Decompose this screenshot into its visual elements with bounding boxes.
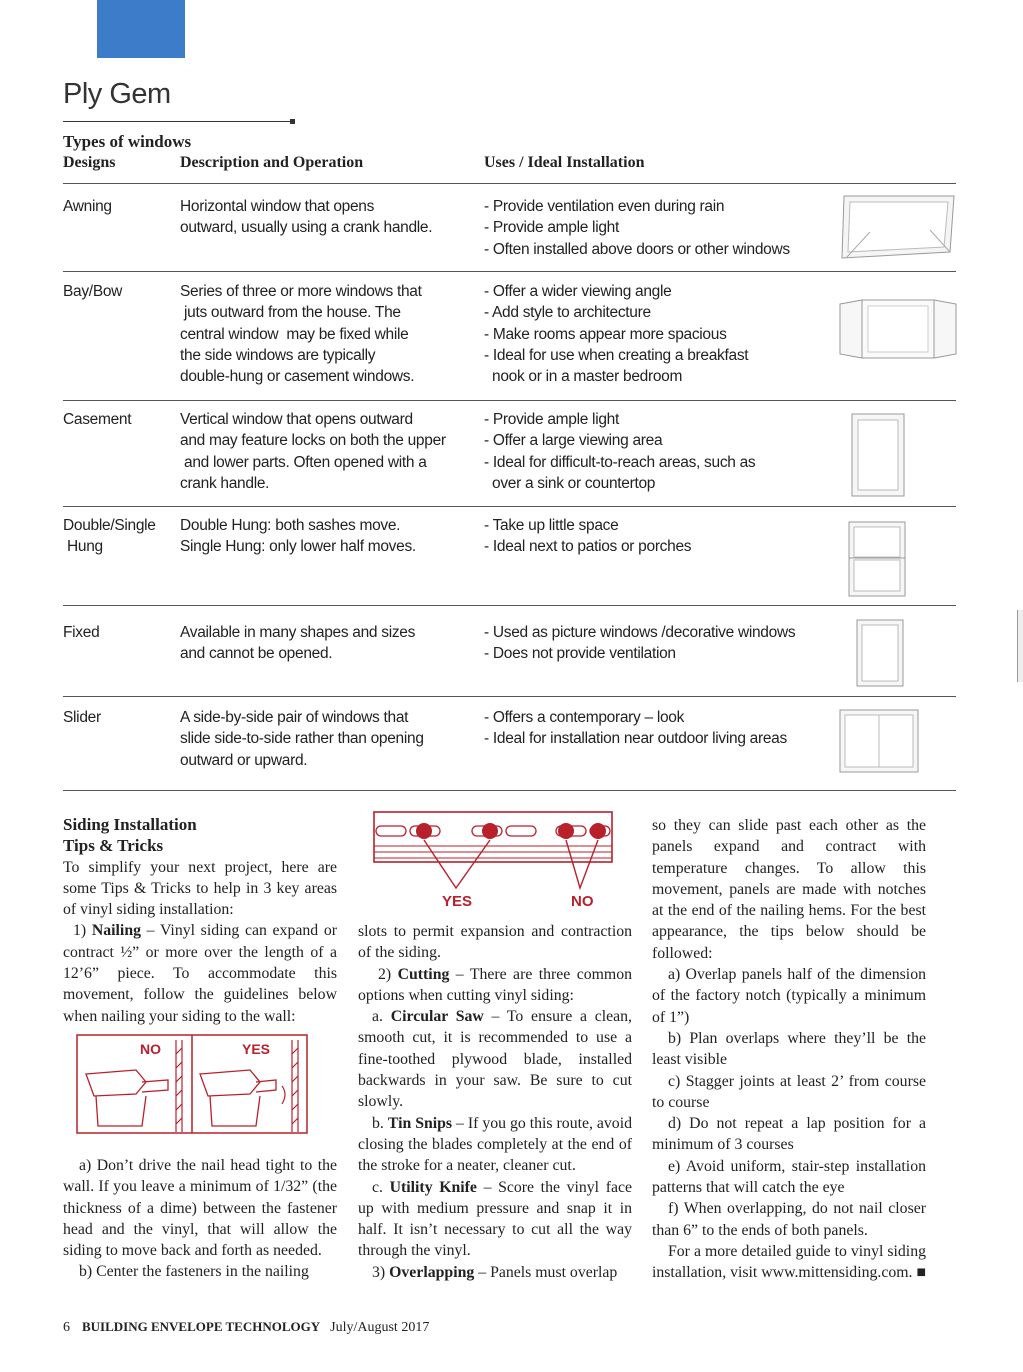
table-cell-line: Bay/Bow bbox=[63, 283, 123, 300]
table-cell-line: A side-by-side pair of windows that bbox=[180, 709, 409, 726]
slider-window-icon bbox=[838, 708, 920, 774]
table-cell-design bbox=[63, 196, 112, 217]
header-color-block bbox=[97, 0, 185, 58]
brand-title: Ply Gem bbox=[63, 78, 171, 110]
table-cell-design bbox=[63, 409, 131, 430]
issue-date: July/August 2017 bbox=[330, 1320, 430, 1335]
table-cell-line: - Offer a wider viewing angle bbox=[484, 283, 672, 300]
table-cell-design bbox=[63, 622, 99, 643]
header-uses: Uses / Ideal Installation bbox=[484, 154, 645, 171]
table-cell-line: Hung bbox=[63, 538, 103, 556]
closing-paragraph: For a more detailed guide to vinyl siding installation, visit www.mittensiding.com. ■ bbox=[652, 1242, 926, 1282]
page-footer bbox=[63, 1319, 429, 1336]
table-cell-line: central window may be fixed while bbox=[180, 325, 409, 343]
table-cell-uses bbox=[484, 707, 787, 750]
cutting-tip-a: a. Circular Saw – To ensure a clean, smooth cut, it is recommended to use a fine-toothed plywood blade, installed backwards in your saw. Be sure to cut slowly. bbox=[358, 1008, 632, 1111]
header-rule bbox=[63, 183, 956, 184]
awning-window-icon bbox=[840, 192, 958, 262]
nailing-diagram-no-label: NO bbox=[140, 1041, 161, 1057]
table-cell-line: Vertical window that opens outward bbox=[180, 411, 413, 428]
table-cell-line: Double Hung: both sashes move. bbox=[180, 517, 401, 534]
table-cell-uses bbox=[484, 409, 755, 494]
table-cell-design bbox=[63, 707, 101, 728]
nailing-slot-diagram bbox=[372, 810, 614, 912]
table-cell-line: - Add style to architecture bbox=[484, 304, 651, 322]
table-cell-line: and cannot be opened. bbox=[180, 645, 333, 663]
table-cell-line: juts outward from the house. The bbox=[180, 304, 401, 322]
table-cell-line: and lower parts. Often opened with a bbox=[180, 453, 427, 471]
table-cell-line: Double/Single bbox=[63, 517, 156, 534]
table-cell-line: - Offers a contemporary – look bbox=[484, 709, 685, 726]
fixed-window-icon bbox=[855, 618, 905, 688]
table-cell-line: Slider bbox=[63, 709, 101, 726]
nailing-paragraph: 1) Nailing – Vinyl siding can expand or contract ½” or more over the length of a 12’6” piece. To accommodate this movement, follow the guidelines below when nailing your siding to the wall: bbox=[63, 922, 337, 1025]
table-cell-line: - Make rooms appear more spacious bbox=[484, 325, 727, 343]
table-cell-line: - Offer a large viewing area bbox=[484, 432, 663, 450]
table-cell-design bbox=[63, 515, 156, 558]
table-row-divider bbox=[63, 790, 956, 791]
overlap-tip-e: e) Avoid uniform, stair-step installation patterns that will catch the eye bbox=[652, 1157, 926, 1197]
table-cell-line: - Ideal next to patios or porches bbox=[484, 538, 692, 556]
article-intro: To simplify your next project, here are some Tips & Tricks to help in 3 key areas of vinyl siding installation: bbox=[63, 858, 337, 919]
table-title: Types of windows bbox=[63, 132, 192, 151]
table-cell-line: - Does not provide ventilation bbox=[484, 645, 676, 663]
table-cell-line: - Take up little space bbox=[484, 517, 619, 534]
slot-diagram-no-label: NO bbox=[571, 893, 594, 910]
publication-name: BUILDING ENVELOPE TECHNOLOGY bbox=[82, 1319, 321, 1334]
table-cell-line: - Ideal for difficult-to-reach areas, such as bbox=[484, 453, 756, 471]
nailing-tip-a: a) Don’t drive the nail head tight to the wall. If you leave a minimum of 1/32” (the thickness of a dime) between the fastener head and the vinyl, that will allow the siding to move back and forth as needed. bbox=[63, 1157, 337, 1260]
table-row-divider bbox=[63, 605, 956, 606]
table-cell-line: Series of three or more windows that bbox=[180, 283, 422, 300]
table-cell-desc bbox=[180, 281, 422, 387]
table-cell-uses bbox=[484, 281, 748, 387]
table-cell-line: - Provide ample light bbox=[484, 219, 619, 237]
article-column-3 bbox=[652, 815, 926, 1284]
table-cell-line: - Used as picture windows /decorative windows bbox=[484, 624, 796, 641]
table-cell-uses bbox=[484, 515, 691, 558]
article-column-2 bbox=[358, 921, 632, 1283]
table-cell-line: over a sink or countertop bbox=[484, 474, 656, 492]
overlap-tip-b: b) Plan overlaps where they’ll be the least visible bbox=[652, 1029, 926, 1069]
table-cell-line: - Ideal for installation near outdoor living areas bbox=[484, 730, 787, 748]
header-description: Description and Operation bbox=[180, 154, 364, 171]
table-row-divider bbox=[63, 696, 956, 697]
table-cell-line: slide side-to-side rather than opening bbox=[180, 730, 424, 748]
table-cell-line: outward or upward. bbox=[180, 751, 308, 769]
table-cell-desc bbox=[180, 622, 415, 665]
fastener-centered-2 bbox=[482, 823, 498, 839]
table-cell-line: nook or in a master bedroom bbox=[484, 368, 683, 386]
overlap-tip-c: c) Stagger joints at least 2’ from course to course bbox=[652, 1072, 926, 1111]
table-cell-line: Horizontal window that opens bbox=[180, 198, 375, 215]
table-cell-line: - Often installed above doors or other windows bbox=[484, 240, 790, 258]
cutting-tip-c: c. Utility Knife – Score the vinyl face up with medium pressure and snap it in half. It isn’t necessary to cut all the way through the vinyl. bbox=[358, 1178, 632, 1260]
nailing-tip-b: b) Center the fasteners in the nailing bbox=[79, 1263, 309, 1281]
overlap-tip-a: a) Overlap panels half of the dimension of the factory notch (typically a minimum of 1”) bbox=[652, 966, 926, 1026]
header-designs: Designs bbox=[63, 154, 116, 171]
cutting-tip-b: b. Tin Snips – If you go this route, avoid closing the blades completely at the end of the stroke for a neater, cleaner cut. bbox=[358, 1114, 632, 1175]
fastener-centered-1 bbox=[416, 823, 432, 839]
nailing-tip-b-continued: slots to permit expansion and contraction of the siding. bbox=[358, 923, 632, 962]
table-cell-desc bbox=[180, 707, 424, 771]
table-cell-uses bbox=[484, 196, 790, 260]
slot-diagram-yes-label: YES bbox=[442, 893, 473, 910]
overlapping-continued: so they can slide past each other as the panels expand and contract with temperature changes. To allow this movement, panels are made with notches at the end of the nailing hems. For the best appearance, the tips below should be followed: bbox=[652, 817, 926, 962]
article-column-1 bbox=[63, 814, 337, 1027]
table-cell-line: - Ideal for use when creating a breakfast bbox=[484, 346, 749, 364]
table-row-divider bbox=[63, 271, 956, 272]
table-cell-line: and may feature locks on both the upper bbox=[180, 432, 446, 450]
brand-rule bbox=[63, 121, 293, 122]
nailing-diagram bbox=[76, 1034, 308, 1134]
page-number: 6 bbox=[63, 1320, 70, 1335]
table-cell-uses bbox=[484, 622, 795, 665]
table-cell-line: - Provide ample light bbox=[484, 411, 619, 428]
table-cell-line: Awning bbox=[63, 198, 112, 215]
table-cell-line: double-hung or casement windows. bbox=[180, 368, 415, 386]
fastener-off-center-2 bbox=[590, 823, 606, 839]
table-cell-line: outward, usually using a crank handle. bbox=[180, 219, 433, 237]
end-mark-icon: ■ bbox=[916, 1264, 926, 1282]
table-cell-line: Fixed bbox=[63, 624, 100, 641]
page-edge-thumb bbox=[1017, 610, 1023, 682]
table-cell-line: the side windows are typically bbox=[180, 346, 376, 364]
overlap-tip-d: d) Do not repeat a lap position for a minimum of 3 courses bbox=[652, 1115, 926, 1154]
table-row-divider bbox=[63, 400, 956, 401]
table-cell-line: Casement bbox=[63, 411, 132, 428]
brand-rule-end bbox=[290, 119, 295, 124]
table-cell-desc bbox=[180, 515, 416, 558]
table-row-divider bbox=[63, 506, 956, 507]
table-cell-line: crank handle. bbox=[180, 474, 270, 492]
overlapping-paragraph: 3) Overlapping – Panels must overlap bbox=[372, 1263, 618, 1281]
casement-window-icon bbox=[850, 412, 906, 498]
article-column-1-continued bbox=[63, 1155, 337, 1283]
cutting-paragraph: 2) Cutting – There are three common options when cutting vinyl siding: bbox=[358, 965, 633, 1004]
article-heading-line-2: Tips & Tricks bbox=[63, 836, 164, 856]
overlap-tip-f: f) When overlapping, do not nail closer than 6” to the ends of both panels. bbox=[652, 1200, 926, 1239]
table-cell-desc bbox=[180, 196, 432, 239]
nailing-diagram-yes-label: YES bbox=[242, 1041, 271, 1057]
bay-window-icon bbox=[838, 298, 958, 362]
table-cell-design bbox=[63, 281, 122, 302]
table-cell-desc bbox=[180, 409, 446, 494]
table-cell-line: Available in many shapes and sizes bbox=[180, 624, 416, 641]
fastener-off-center-1 bbox=[558, 823, 574, 839]
table-cell-line: Single Hung: only lower half moves. bbox=[180, 538, 416, 556]
article-heading-line-1: Siding Installation bbox=[63, 815, 197, 834]
double-hung-window-icon bbox=[847, 520, 907, 598]
table-cell-line: - Provide ventilation even during rain bbox=[484, 198, 725, 215]
